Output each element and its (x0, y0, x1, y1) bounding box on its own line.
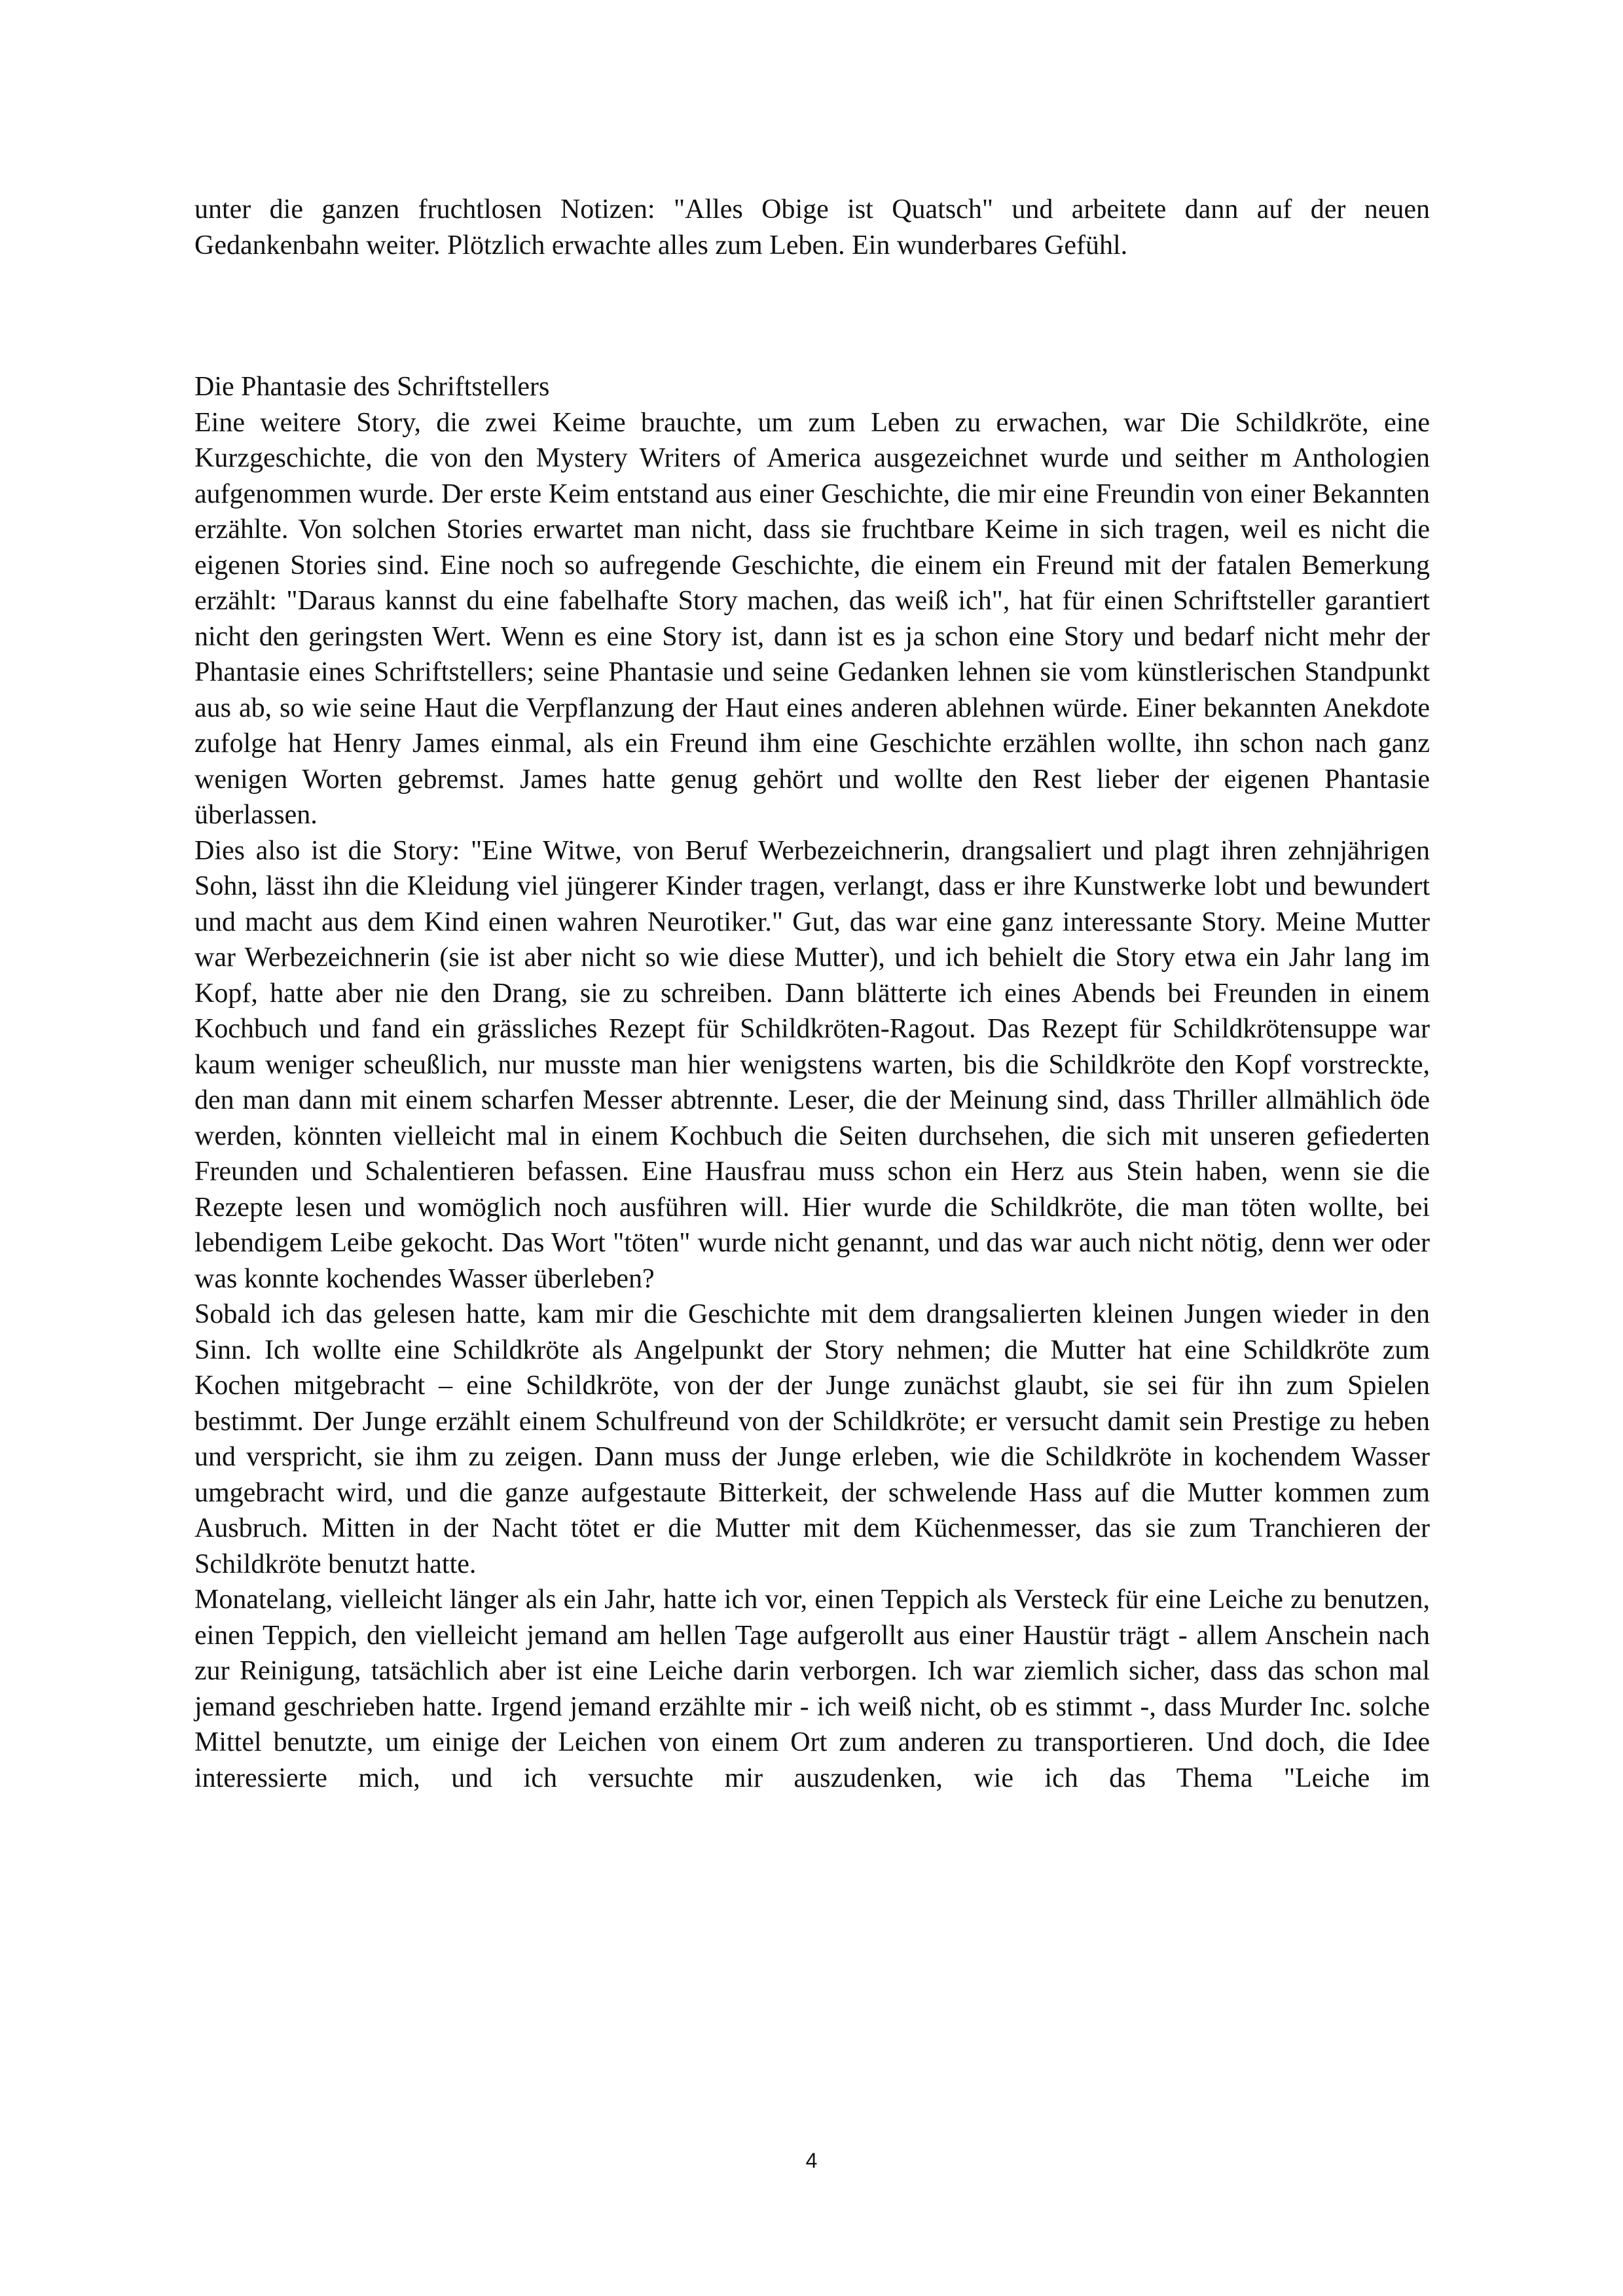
body-paragraph: Sobald ich das gelesen hatte, kam mir die Geschichte mit dem drangsalierten kleinen Jungen wieder in den Sinn. Ich wollte eine Schildkröte als Angelpunkt der Story nehmen; die Mutter hat eine Schildkröte zum Kochen mitgebracht – eine Schildkröte, von der der Junge zunächst glaubt, sie sei für ihn zum Spielen bestimmt. Der Junge erzählt einem Schulfreund von der Schildkröte; er versucht damit sein Prestige zu heben und verspricht, sie ihm zu zeigen. Dann muss der Junge erleben, wie die Schildkröte in kochendem Wasser umgebracht wird, und die ganze aufgestaute Bitterkeit, der schwelende Hass auf die Mutter kommen zum Ausbruch. Mitten in der Nacht tötet er die Mutter mit dem Küchenmesser, das sie zum Tranchieren der Schildkröte benutzt hatte. (194, 1299, 1430, 1579)
page-number: 4 (805, 2149, 818, 2172)
body-paragraph: Eine weitere Story, die zwei Keime brauchte, um zum Leben zu erwachen, war Die Schildkröte, eine Kurzgeschichte, die von den Mystery Writers of America ausgezeichnet wurde und seither m Anthologien aufgenommen wurde. Der erste Keim entstand aus einer Geschichte, die mir eine Freundin von einer Bekannten erzählte. Von solchen Stories erwartet man nicht, dass sie fruchtbare Keime in sich tragen, weil es nicht die eigenen Stories sind. Eine noch so aufregende Geschichte, die einem ein Freund mit der fatalen Bemerkung erzählt: "Daraus kannst du eine fabelhafte Story machen, das weiß ich", hat für einen Schriftsteller garantiert nicht den geringsten Wert. Wenn es eine Story ist, dann ist es ja schon eine Story und bedarf nicht mehr der Phantasie eines Schriftstellers; seine Phantasie und seine Gedanken lehnen sie vom künstlerischen Standpunkt aus ab, so wie seine Haut die Verpflanzung der Haut eines anderen ablehnen würde. Einer bekannten Anekdote zufolge hat Henry James einmal, als ein Freund ihm eine Geschichte erzählen wollte, ihn schon nach ganz wenigen Worten gebremst. James hatte genug gehört und wollte den Rest lieber der eigenen Phantasie überlassen. (194, 407, 1430, 830)
page-body (194, 192, 1430, 1796)
section-heading: Die Phantasie des Schriftstellers (194, 372, 550, 402)
body-paragraph: Monatelang, vielleicht länger als ein Jahr, hatte ich vor, einen Teppich als Versteck für eine Leiche zu benutzen, einen Teppich, den vielleicht jemand am hellen Tage aufgerollt aus einer Haustür trägt - allem Anschein nach zur Reinigung, tatsächlich aber ist eine Leiche darin verborgen. Ich war ziemlich sicher, dass das schon mal jemand geschrieben hatte. Irgend jemand erzählte mir - ich weiß nicht, ob es stimmt -, dass Murder Inc. solche Mittel benutzte, um einige der Leichen von einem Ort zum anderen zu transportieren. Und doch, die Idee interessierte mich, und ich versuchte mir auszudenken, wie ich das Thema "Leiche im (194, 1585, 1430, 1793)
body-paragraph: Dies also ist die Story: "Eine Witwe, von Beruf Werbezeichnerin, drangsaliert und plagt ihren zehnjährigen Sohn, lässt ihn die Kleidung viel jüngerer Kinder tragen, verlangt, dass er ihre Kunstwerke lobt und bewundert und macht aus dem Kind einen wahren Neurotiker." Gut, das war eine ganz interessante Story. Meine Mutter war Werbezeichnerin (sie ist aber nicht so wie diese Mutter), und ich behielt die Story etwa ein Jahr lang im Kopf, hatte aber nie den Drang, sie zu schreiben. Dann blätterte ich eines Abends bei Freunden in einem Kochbuch und fand ein grässliches Rezept für Schildkröten-Ragout. Das Rezept für Schildkrötensuppe war kaum weniger scheußlich, nur musste man hier wenigstens warten, bis die Schildkröte den Kopf vorstreckte, den man dann mit einem scharfen Messer abtrennte. Leser, die der Meinung sind, dass Thriller allmählich öde werden, könnten vielleicht mal in einem Kochbuch die Seiten durchsehen, die sich mit unseren gefiederten Freunden und Schalentieren befassen. Eine Hausfrau muss schon ein Herz aus Stein haben, wenn sie die Rezepte lesen und womöglich noch ausführen will. Hier wurde die Schildkröte, die man töten wollte, bei lebendigem Leibe gekocht. Das Wort "töten" wurde nicht genannt, und das war auch nicht nötig, denn wer oder was konnte kochendes Wasser überleben? (194, 835, 1430, 1294)
intro-paragraph: unter die ganzen fruchtlosen Notizen: "Alles Obige ist Quatsch" und arbeitete dann auf der neuen Gedankenbahn weiter. Plötzlich erwachte alles zum Leben. Ein wunderbares Gefühl. (194, 194, 1430, 260)
